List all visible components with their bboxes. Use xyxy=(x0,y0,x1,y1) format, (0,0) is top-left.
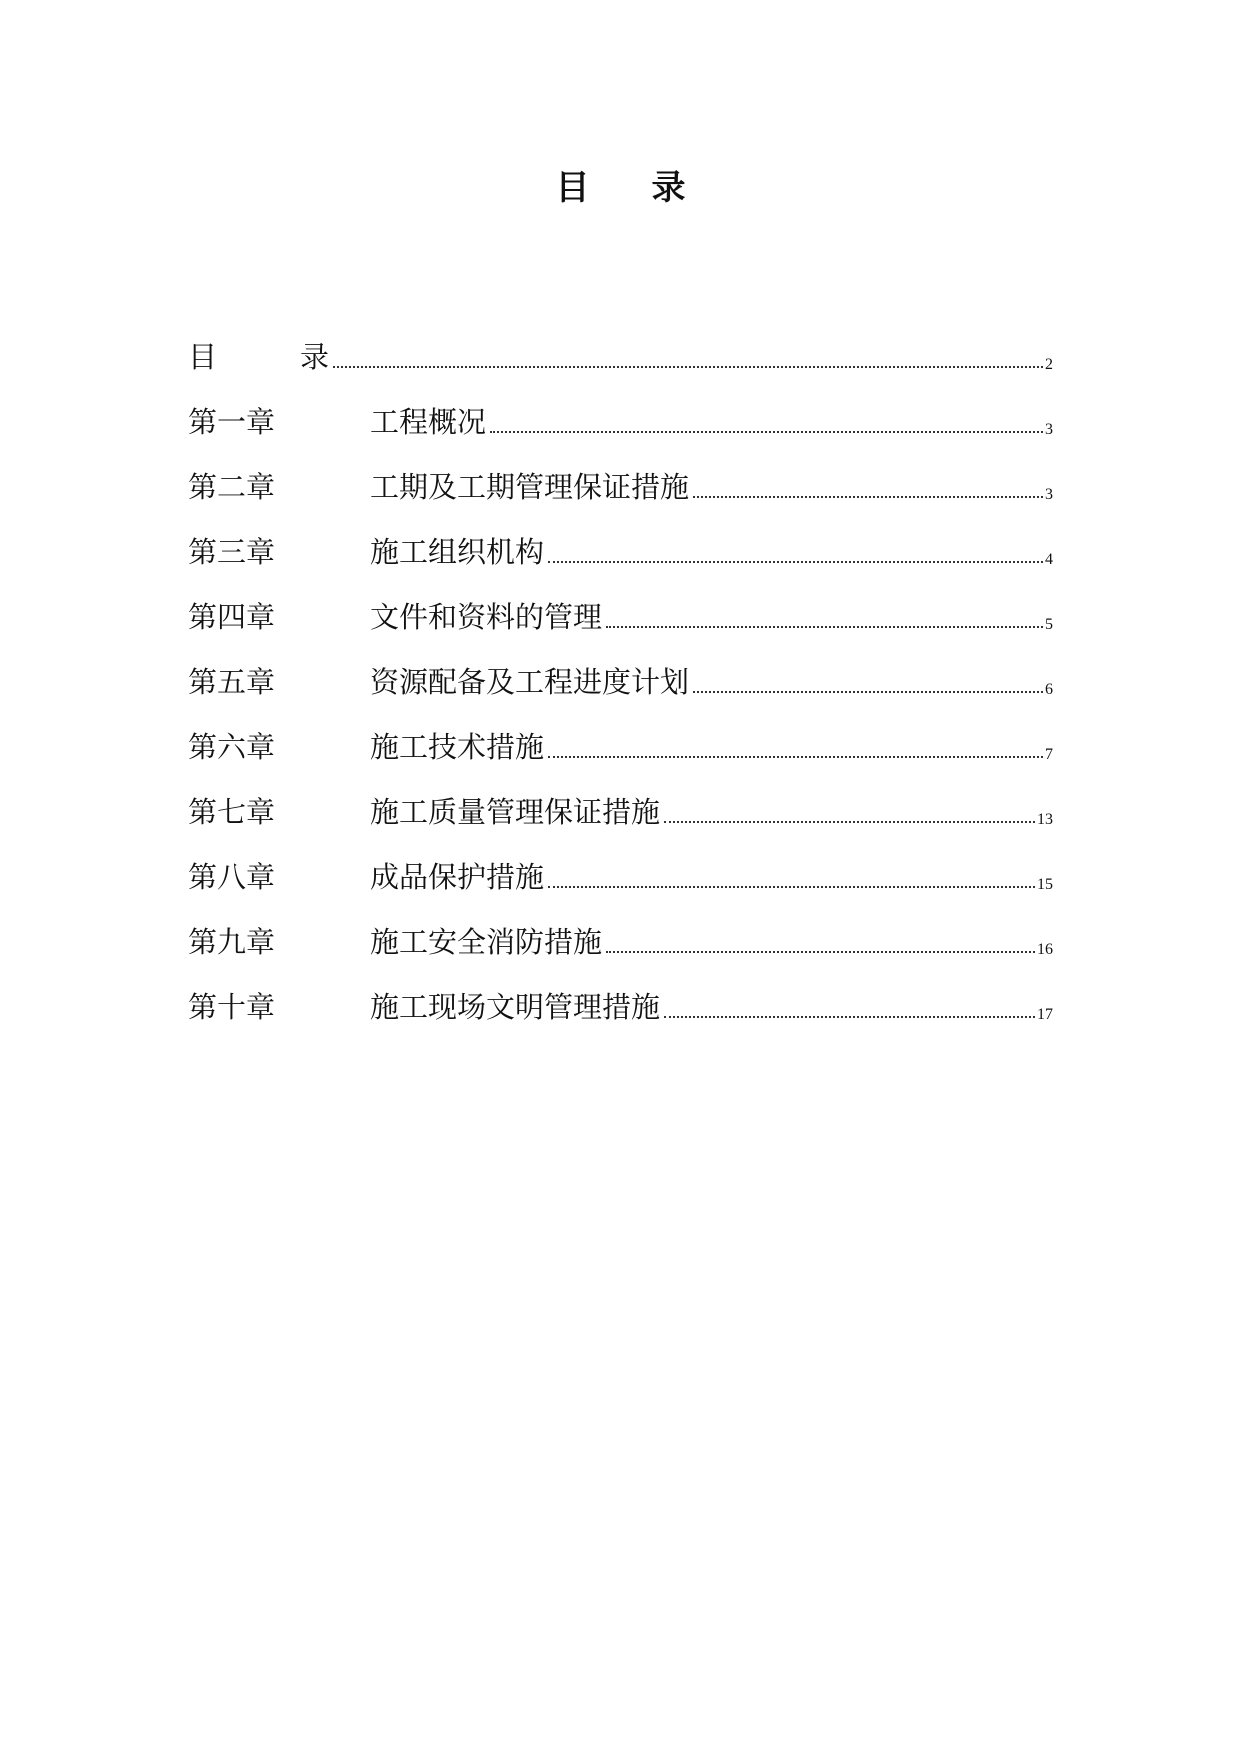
dot-leader xyxy=(664,821,1035,823)
toc-entry-title: 资源配备及工程进度计划 xyxy=(370,665,690,699)
toc-entry-title: 工程概况 xyxy=(370,405,487,439)
toc-entry-chapter-1[interactable] xyxy=(188,377,1053,442)
toc-entry-chapter-10[interactable] xyxy=(188,962,1053,1027)
dot-leader xyxy=(490,431,1043,433)
toc-entry-page: 7 xyxy=(1045,746,1053,763)
toc-entry-chapter-4[interactable] xyxy=(188,572,1053,637)
dot-leader xyxy=(333,366,1043,368)
toc-entry-page: 4 xyxy=(1045,551,1053,568)
toc-entry-page: 5 xyxy=(1045,616,1053,633)
dot-leader xyxy=(693,691,1043,693)
toc-entry-page: 3 xyxy=(1045,486,1053,503)
toc-entry-title: 工期及工期管理保证措施 xyxy=(370,470,690,504)
dot-leader xyxy=(664,1016,1035,1018)
page-title-part1: 目 xyxy=(555,168,590,208)
table-of-contents xyxy=(188,312,1053,1027)
toc-entry-title: 施工组织机构 xyxy=(370,535,545,569)
toc-entry-page: 3 xyxy=(1045,421,1053,438)
dot-leader xyxy=(606,626,1043,628)
toc-entry-title: 施工质量管理保证措施 xyxy=(370,795,661,829)
toc-entry-page: 16 xyxy=(1037,941,1053,958)
toc-entry-chapter: 第二章 xyxy=(188,470,276,504)
toc-entry-chapter-2[interactable] xyxy=(188,442,1053,507)
toc-entry-chapter-9[interactable] xyxy=(188,897,1053,962)
toc-entry-chapter: 第三章 xyxy=(188,535,276,569)
toc-entry-chapter-7[interactable] xyxy=(188,767,1053,832)
toc-entry-page: 15 xyxy=(1037,876,1053,893)
toc-entry-page: 13 xyxy=(1037,811,1053,828)
toc-entry-chapter: 第七章 xyxy=(188,795,276,829)
toc-entry-title: 施工安全消防措施 xyxy=(370,925,603,959)
toc-entry-chapter: 第九章 xyxy=(188,925,276,959)
toc-entry-chapter-3[interactable] xyxy=(188,507,1053,572)
toc-entry-page: 2 xyxy=(1045,356,1053,373)
page-title-part2: 录 xyxy=(651,168,686,208)
toc-entry-page: 17 xyxy=(1037,1006,1053,1023)
toc-entry-title xyxy=(188,337,333,377)
toc-entry-chapter: 第五章 xyxy=(188,665,276,699)
toc-entry-title: 施工技术措施 xyxy=(370,730,545,764)
page-title xyxy=(0,168,1241,208)
toc-entry-title-part2: 录 xyxy=(300,340,330,374)
toc-entry-chapter: 第六章 xyxy=(188,730,276,764)
toc-entry-chapter-5[interactable] xyxy=(188,637,1053,702)
toc-entry-chapter-8[interactable] xyxy=(188,832,1053,897)
toc-entry-contents[interactable] xyxy=(188,312,1053,377)
toc-entry-chapter: 第四章 xyxy=(188,600,276,634)
toc-entry-title-part1: 目 xyxy=(188,340,218,374)
dot-leader xyxy=(548,561,1043,563)
toc-entry-page: 6 xyxy=(1045,681,1053,698)
toc-entry-title: 成品保护措施 xyxy=(370,860,545,894)
toc-entry-title: 文件和资料的管理 xyxy=(370,600,603,634)
dot-leader xyxy=(606,951,1035,953)
toc-entry-chapter: 第十章 xyxy=(188,990,276,1024)
toc-entry-chapter: 第一章 xyxy=(188,405,276,439)
toc-entry-chapter: 第八章 xyxy=(188,860,276,894)
dot-leader xyxy=(693,496,1043,498)
dot-leader xyxy=(548,886,1035,888)
dot-leader xyxy=(548,756,1043,758)
toc-entry-title: 施工现场文明管理措施 xyxy=(370,990,661,1024)
toc-entry-chapter-6[interactable] xyxy=(188,702,1053,767)
